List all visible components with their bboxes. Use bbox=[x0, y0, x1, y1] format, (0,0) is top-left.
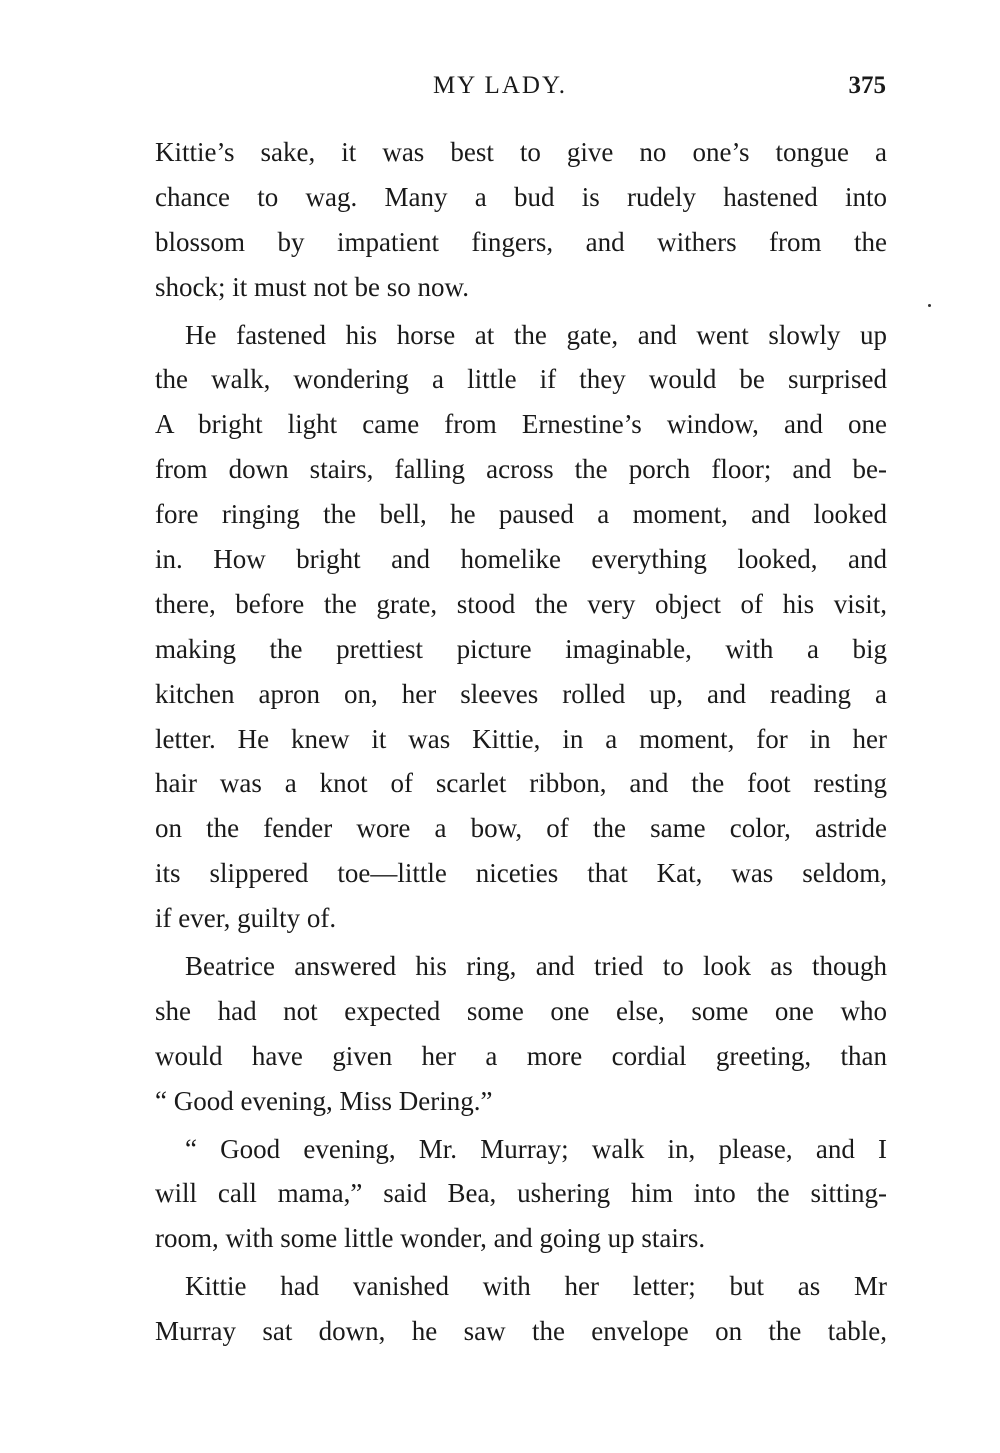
text-line: “ Good evening, Mr. Murray; walk in, please, and I bbox=[185, 1133, 887, 1164]
text-line: from down stairs, falling across the porch floor; and be- bbox=[155, 454, 887, 485]
text-line: Beatrice answered his ring, and tried to look as though bbox=[185, 951, 887, 982]
paragraph bbox=[155, 130, 887, 310]
paragraph bbox=[155, 313, 887, 941]
text-line: room, with some little wonder, and going up stairs. bbox=[155, 1223, 706, 1254]
text-line: the walk, wondering a little if they would be surprised bbox=[155, 364, 887, 395]
text-line: if ever, guilty of. bbox=[155, 903, 337, 934]
text-line: on the fender wore a bow, of the same color, astride bbox=[155, 813, 887, 844]
text-line: would have given her a more cordial greeting, than bbox=[155, 1040, 887, 1071]
paragraph bbox=[155, 944, 887, 1124]
text-line: in. How bright and homelike everything looked, and bbox=[155, 544, 887, 575]
text-line: fore ringing the bell, he paused a moment, and looked bbox=[155, 499, 887, 530]
text-line: Kittie’s sake, it was best to give no one’s tongue a bbox=[155, 137, 887, 167]
text-line: hair was a knot of scarlet ribbon, and the foot resting bbox=[155, 768, 887, 799]
text-line: “ Good evening, Miss Dering.” bbox=[155, 1085, 493, 1116]
text-line: its slippered toe—little niceties that Kat, was seldom, bbox=[155, 858, 887, 889]
running-title: MY LADY. bbox=[432, 72, 568, 99]
text-line: A bright light came from Ernestine’s window, and one bbox=[155, 409, 887, 440]
text-line: shock; it must not be so now. bbox=[155, 271, 469, 302]
text-line: there, before the grate, stood the very object of his visit, bbox=[155, 588, 887, 619]
text-line: will call mama,” said Bea, ushering him into the sitting- bbox=[155, 1178, 887, 1209]
text-line: He fastened his horse at the gate, and went slowly up bbox=[185, 319, 887, 350]
text-line: kitchen apron on, her sleeves rolled up, and reading a bbox=[155, 678, 887, 709]
body-text bbox=[155, 130, 887, 1357]
stray-ink-mark bbox=[928, 304, 931, 307]
text-line: chance to wag. Many a bud is rudely hastened into bbox=[155, 181, 887, 212]
running-head bbox=[0, 66, 1000, 106]
text-line: Kittie had vanished with her letter; but as Mr bbox=[185, 1271, 887, 1302]
text-line: blossom by impatient fingers, and withers from the bbox=[155, 226, 887, 257]
paragraph bbox=[155, 1127, 887, 1262]
text-line: making the prettiest picture imaginable, with a big bbox=[155, 633, 887, 664]
text-line: she had not expected some one else, some one who bbox=[155, 995, 887, 1026]
text-line: Murray sat down, he saw the envelope on the table, bbox=[155, 1316, 887, 1347]
page-number: 375 bbox=[848, 72, 886, 99]
text-line: letter. He knew it was Kittie, in a moment, for in her bbox=[155, 723, 887, 754]
paragraph bbox=[155, 1264, 887, 1354]
